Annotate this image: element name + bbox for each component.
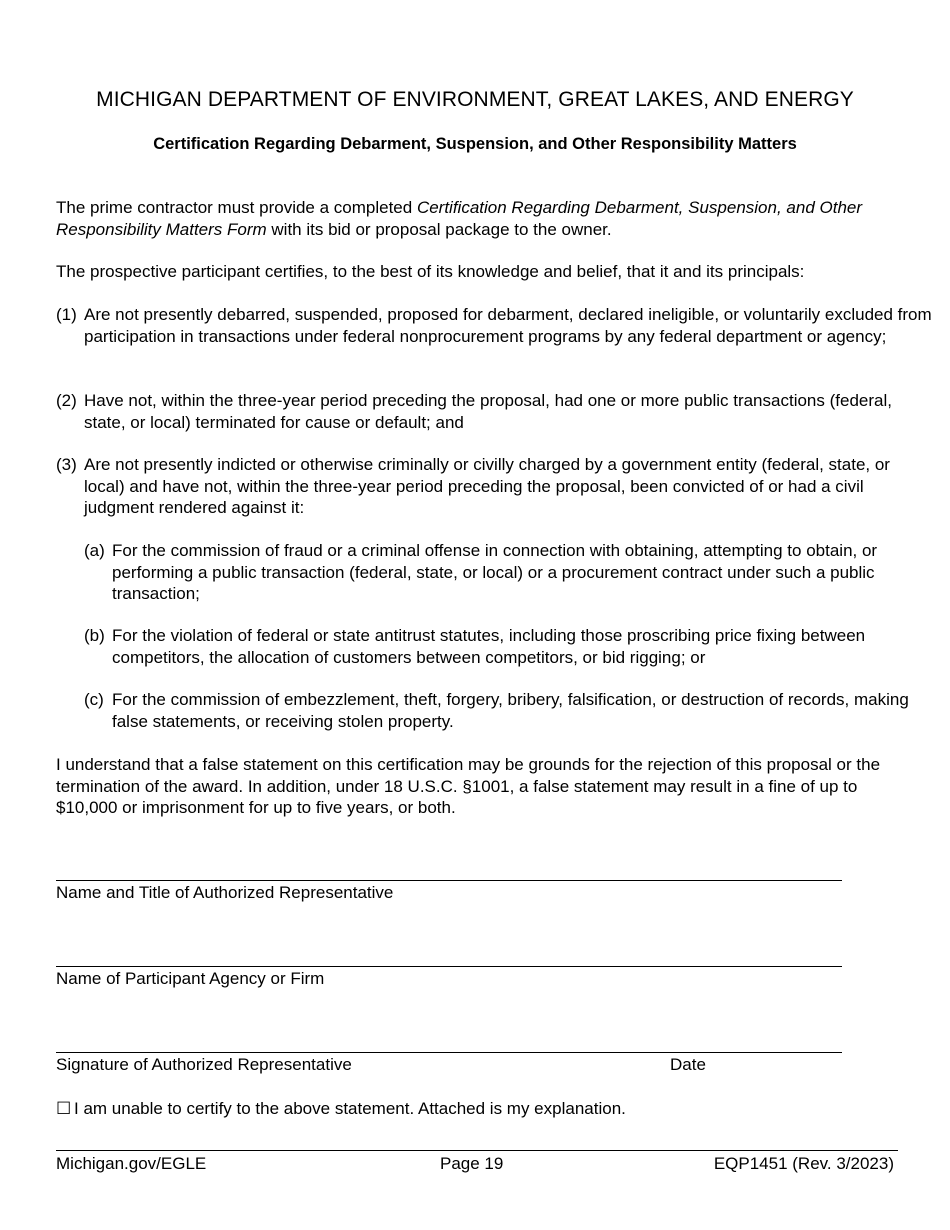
false-statement-paragraph: I understand that a false statement on this certification may be grounds for the rejection of this proposal or the termination of the award. In addition, under 18 U.S.C. §1001, a false statement may result in a fine of up to $10,000 or imprisonment for up to five years, or both. — [56, 755, 881, 817]
sub-list-item-text: For the commission of fraud or a criminal offense in connection with obtaining, attempting to obtain, or performing a public transaction (federal, state, or local) or a procurement contract under such a public transaction; — [112, 541, 878, 603]
sub-list-item — [84, 689, 934, 732]
sub-list-item-text: For the violation of federal or state antitrust statutes, including those proscribing price fixing between competitors, the allocation of customers between competitors, or bid rigging; or — [112, 626, 866, 667]
agency-firm-signature-line[interactable] — [56, 948, 842, 967]
sub-list-item — [84, 540, 934, 605]
list-item-text: Have not, within the three-year period preceding the proposal, had one or more public transactions (federal, state, or local) terminated for cause or default; and — [84, 391, 892, 432]
intro-paragraph — [56, 197, 906, 240]
intro-text-after: with its bid or proposal package to the owner. — [266, 219, 612, 239]
form-title: Certification Regarding Debarment, Suspension, and Other Responsibility Matters — [153, 135, 797, 153]
list-item-number: (2) — [56, 391, 77, 410]
name-title-label: Name and Title of Authorized Representative — [56, 883, 394, 902]
footer-divider — [56, 1150, 898, 1151]
list-item-number: (1) — [56, 305, 77, 324]
sub-list-item-letter: (c) — [84, 690, 104, 709]
list-item-text: Are not presently indicted or otherwise criminally or civilly charged by a government entity (federal, state, or local) and have not, within the three-year period preceding the proposal, been convicted of or had a civil judgment rendered against it: — [84, 455, 890, 517]
date-label: Date — [670, 1055, 706, 1074]
intro-text-before: The prime contractor must provide a completed — [56, 198, 417, 217]
agency-heading: MICHIGAN DEPARTMENT OF ENVIRONMENT, GREAT LAKES, AND ENERGY — [96, 88, 854, 111]
name-title-signature-line[interactable] — [56, 862, 842, 881]
list-item — [56, 390, 934, 433]
sub-list-item-text: For the commission of embezzlement, theft, forgery, bribery, falsification, or destruction of records, making false statements, or receiving stolen property. — [112, 690, 909, 731]
sub-list-item-letter: (a) — [84, 541, 105, 560]
sub-list-item — [84, 625, 934, 668]
certifies-paragraph: The prospective participant certifies, to the best of its knowledge and belief, that it and its principals: — [56, 262, 805, 281]
unable-to-certify-row — [56, 1098, 626, 1119]
list-item — [56, 304, 934, 347]
footer-form-id: EQP1451 (Rev. 3/2023) — [713, 1154, 894, 1173]
unable-to-certify-label: I am unable to certify to the above statement. Attached is my explanation. — [74, 1099, 626, 1118]
list-item-number: (3) — [56, 455, 77, 474]
agency-firm-label: Name of Participant Agency or Firm — [56, 969, 325, 988]
list-item-text: Are not presently debarred, suspended, proposed for debarment, declared ineligible, or voluntarily excluded from participation in transactions under federal nonprocurement programs by any federal department or agency; — [84, 305, 932, 346]
authorized-signature-line[interactable] — [56, 1034, 842, 1053]
footer-website: Michigan.gov/EGLE — [56, 1154, 207, 1173]
footer-page-number: Page 19 — [440, 1154, 504, 1173]
list-item — [56, 454, 934, 519]
intro-form-name: Certification Regarding Debarment, Suspension, and Other Responsibility Matters Form — [56, 198, 863, 239]
signature-label: Signature of Authorized Representative — [56, 1055, 352, 1074]
sub-list-item-letter: (b) — [84, 626, 105, 645]
unable-to-certify-checkbox[interactable]: ☐ — [56, 1099, 72, 1118]
